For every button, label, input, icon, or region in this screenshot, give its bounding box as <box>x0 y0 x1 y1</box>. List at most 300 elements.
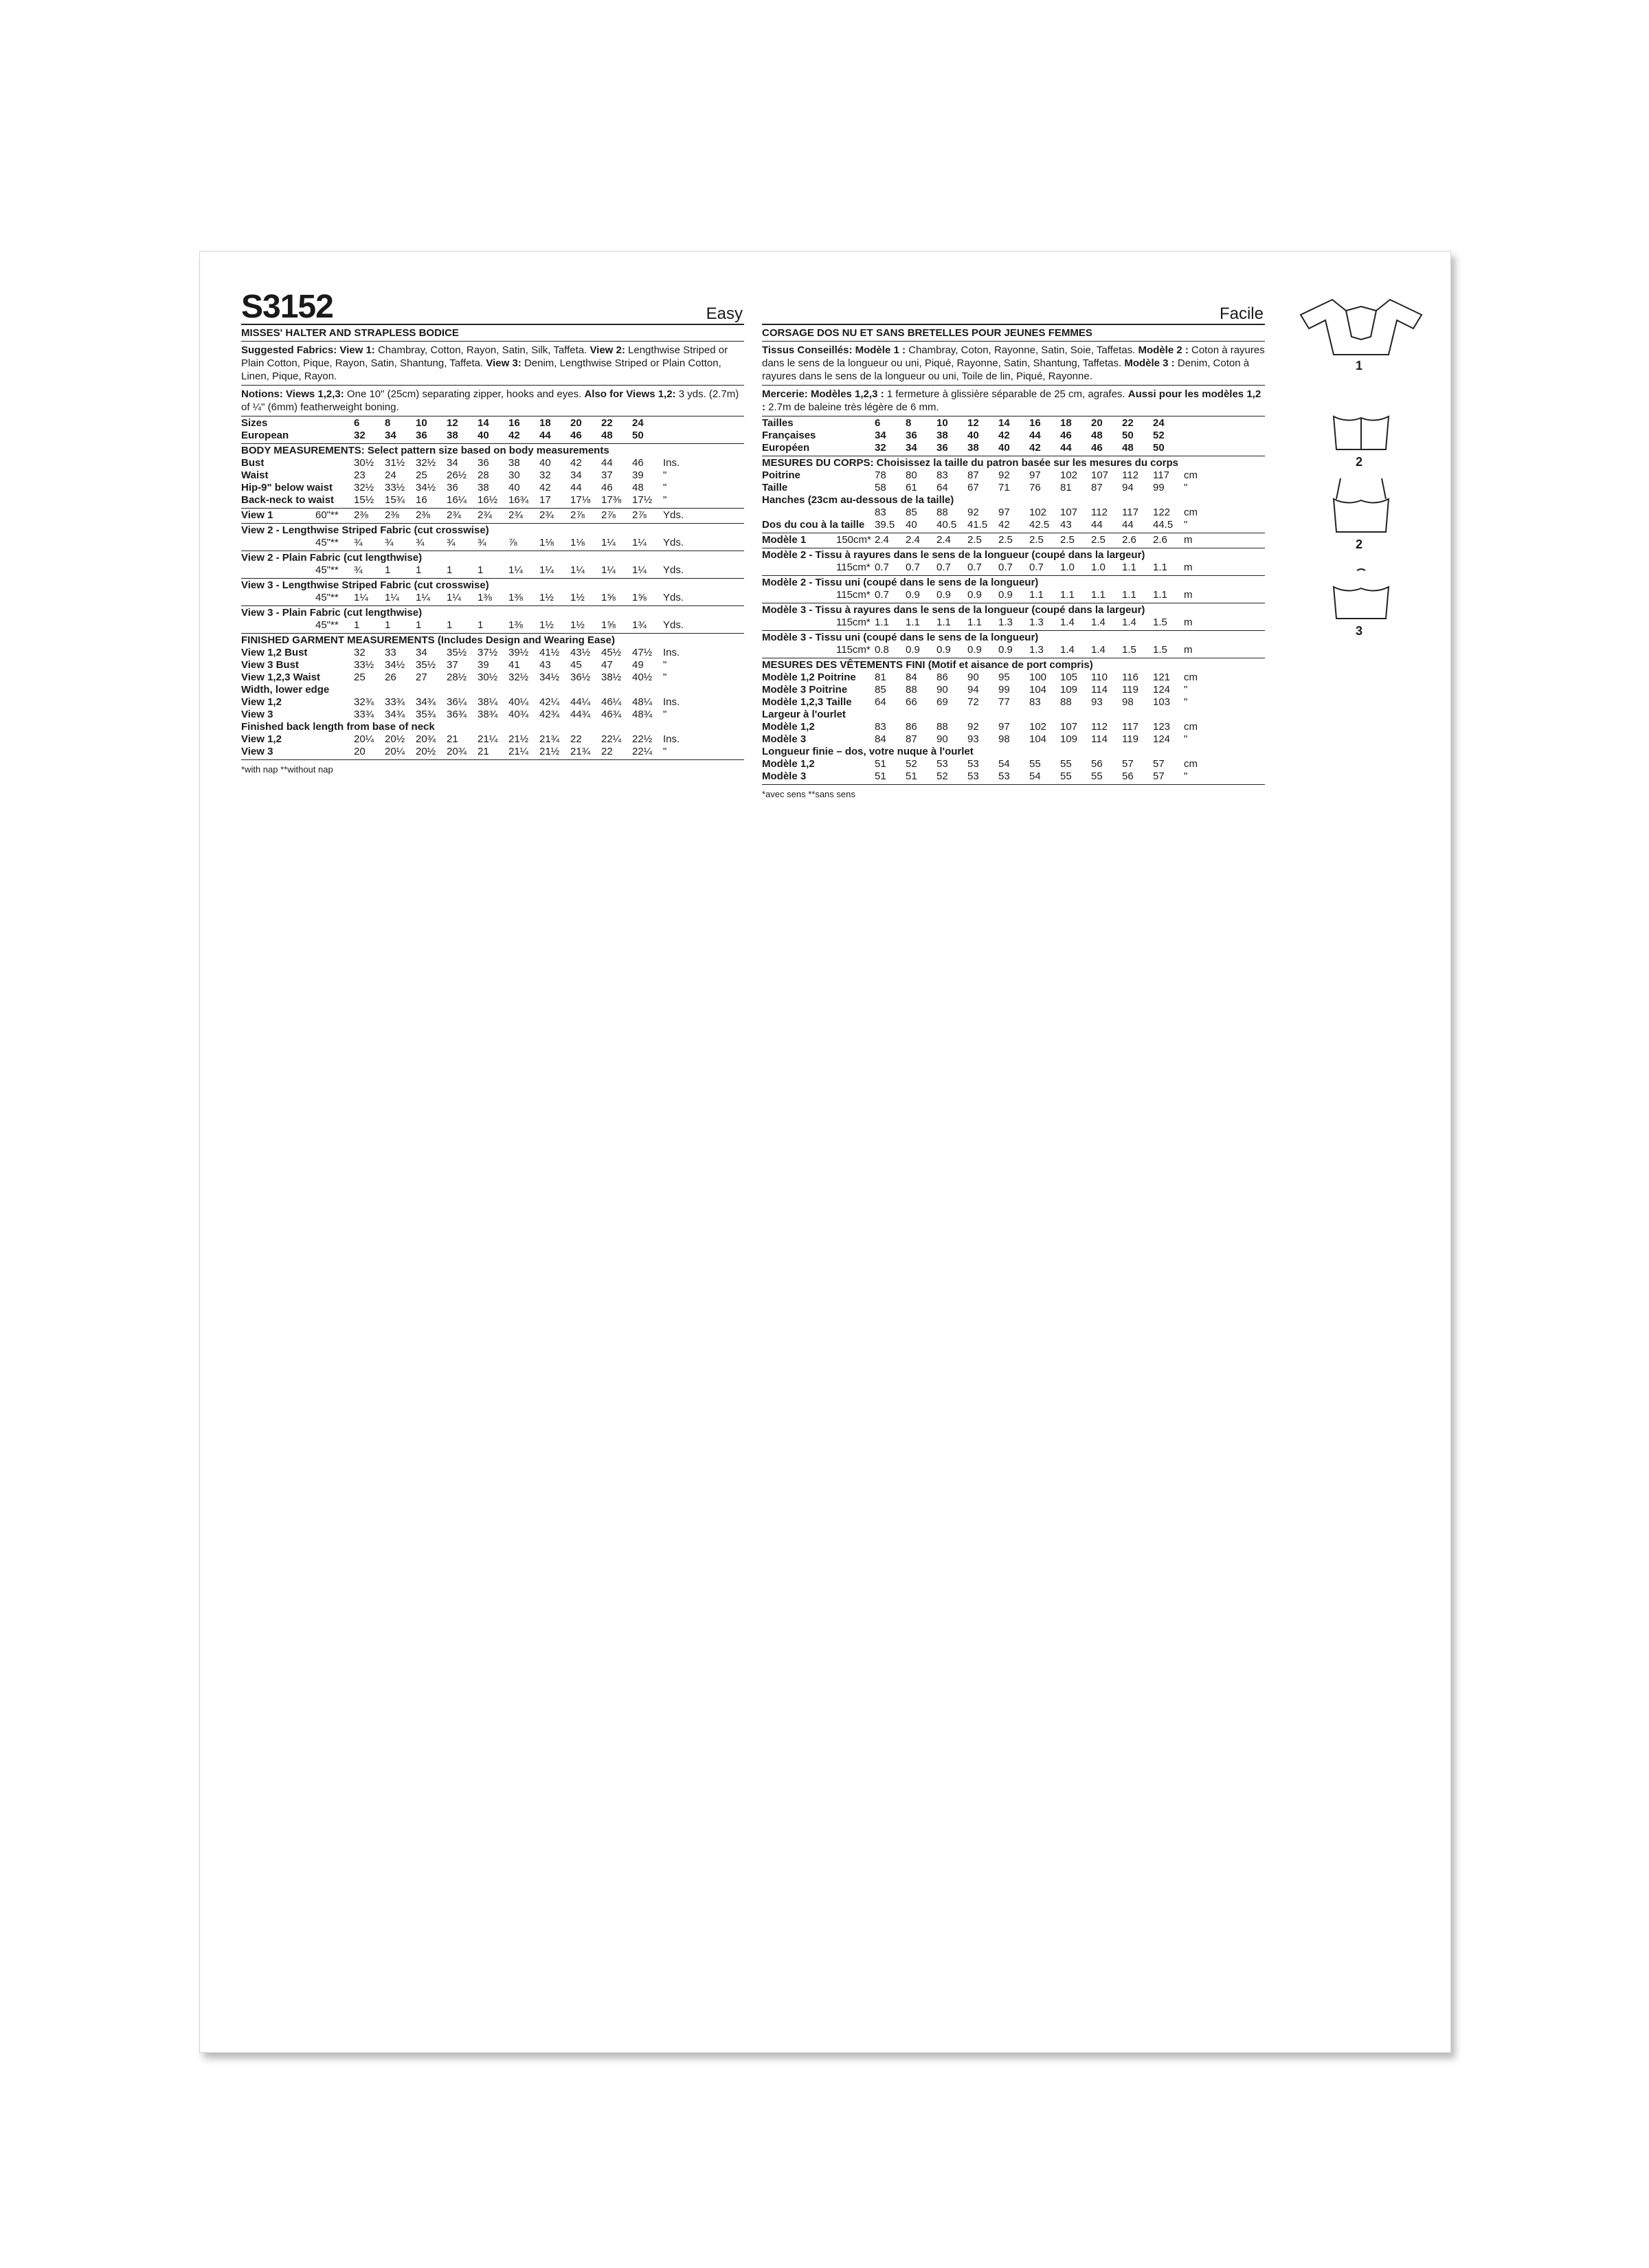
row-fabric-width <box>836 671 875 684</box>
table-row <box>762 442 1265 454</box>
table-cell: 40¾ <box>508 709 529 720</box>
table-cell: 16¾ <box>508 494 529 506</box>
row-fabric-width <box>836 733 875 746</box>
table-cell: 35½ <box>416 659 436 671</box>
table-row <box>762 684 1265 696</box>
row-label: Hip-9" below waist <box>241 482 333 493</box>
table-cell: 33½ <box>354 659 374 671</box>
table-cell: 2¾ <box>508 509 523 521</box>
table-cell: 93 <box>1091 696 1103 708</box>
row-label <box>762 589 836 601</box>
row-label: Modèle 3 <box>762 733 807 745</box>
row-fabric-width <box>315 746 354 758</box>
table-cell: 39.5 <box>875 519 895 531</box>
table-cell: 33 <box>385 647 396 658</box>
table-cell: ¾ <box>478 537 486 548</box>
table-row <box>241 721 744 733</box>
table-cell: 117 <box>1153 469 1169 481</box>
table-cell: 1.1 <box>906 616 920 628</box>
row-unit <box>1184 417 1217 430</box>
table-cell: 123 <box>1153 721 1171 733</box>
row-unit: Ins. <box>663 696 680 708</box>
table-cell: 48¾ <box>632 709 653 720</box>
table-cell: 46 <box>570 430 582 441</box>
table-cell: 36 <box>906 430 917 441</box>
table-cell: 42 <box>1029 442 1041 454</box>
row-label <box>241 592 315 604</box>
pattern-title: MISSES' HALTER AND STRAPLESS BODICE <box>241 325 744 342</box>
table-row <box>762 519 1265 531</box>
table-cell: 28½ <box>447 671 467 683</box>
row-fabric-width <box>315 733 354 746</box>
table-cell: ¾ <box>354 564 363 576</box>
table-cell: 50 <box>1122 430 1134 441</box>
table-cell: 44 <box>1060 442 1072 454</box>
table-cell: 81 <box>875 671 886 683</box>
table-cell: 1¾ <box>632 619 647 631</box>
table-cell: 2⅞ <box>632 509 647 521</box>
table-cell: 22¼ <box>601 733 622 745</box>
table-row <box>762 507 1265 519</box>
row-label: Modèle 1,2 <box>762 721 815 733</box>
row-unit: " <box>1184 519 1188 531</box>
footnote-fr: *avec sens **sans sens <box>762 789 855 799</box>
table-cell: 52 <box>1153 430 1165 441</box>
table-cell: 34½ <box>385 659 405 671</box>
table-cell: 1.5 <box>1122 644 1136 656</box>
row-label: Françaises <box>762 430 816 441</box>
table-cell: 46¾ <box>601 709 622 720</box>
table-cell: 84 <box>906 671 917 683</box>
table-cell: 1.3 <box>1029 644 1044 656</box>
table-cell: 88 <box>936 721 948 733</box>
table-cell: 16 <box>508 417 520 429</box>
table-row <box>241 482 744 494</box>
table-cell: 2¾ <box>478 509 492 521</box>
finished-measurements-title-fr: MESURES DES VÊTEMENTS FINI (Motif et aisance de port compris) <box>762 659 1093 671</box>
table-cell: 39 <box>632 469 644 481</box>
table-cell: 21 <box>478 746 489 757</box>
table-row <box>241 509 744 522</box>
table-cell: 37 <box>447 659 458 671</box>
yardage-block <box>762 603 1265 631</box>
footnote: *with nap **without nap <box>241 764 333 775</box>
table-cell: 34 <box>416 647 427 658</box>
paragraph-text: Denim, Coton à rayures dans le sens de la longueur ou uni, Toile de lin, Piqué, Rayonne. <box>762 357 1250 382</box>
table-cell: 53 <box>936 758 948 770</box>
row-label: Back-neck to waist <box>241 494 335 506</box>
row-unit <box>663 430 696 442</box>
table-cell: 25 <box>354 671 366 683</box>
table-cell: ¾ <box>447 537 456 548</box>
paragraph-text: Chambray, Coton, Rayonne, Satin, Soie, Taffetas. <box>905 344 1138 356</box>
table-cell: 90 <box>936 733 948 745</box>
table-cell: 2⅞ <box>570 509 585 521</box>
row-label: Modèle 1,2 Poitrine <box>762 671 856 683</box>
table-cell: 83 <box>875 507 886 518</box>
table-cell: 51 <box>875 758 886 770</box>
row-fabric-width <box>315 659 354 671</box>
table-cell: 71 <box>998 482 1010 493</box>
row-unit: " <box>1184 684 1188 696</box>
table-cell: 21¾ <box>539 733 560 745</box>
table-cell: 2⅜ <box>416 509 430 521</box>
table-cell: 124 <box>1153 684 1171 696</box>
yardage-rows <box>762 644 1265 656</box>
table-cell: ¾ <box>416 537 425 548</box>
table-cell: 27 <box>416 671 427 683</box>
table-cell: 85 <box>906 507 917 518</box>
table-cell: 1.1 <box>1029 589 1044 601</box>
table-cell: 31½ <box>385 457 405 469</box>
row-unit: Yds. <box>663 592 684 603</box>
row-fabric-width <box>836 519 875 531</box>
table-cell: 46 <box>601 482 613 493</box>
table-row <box>762 616 1265 629</box>
row-unit: " <box>663 482 667 493</box>
paragraph-text: Chambray, Cotton, Rayon, Satin, Silk, Taffeta. <box>374 344 590 356</box>
row-fabric-width: 45"** <box>315 592 339 603</box>
table-cell: 1.0 <box>1060 562 1075 573</box>
table-cell: 0.9 <box>967 644 982 656</box>
table-cell: 0.9 <box>936 644 951 656</box>
table-cell: 119 <box>1122 684 1138 696</box>
row-unit: " <box>663 709 667 720</box>
table-cell: 0.9 <box>906 589 920 601</box>
difficulty-level-fr: Facile <box>1219 304 1264 323</box>
table-cell: 30½ <box>478 671 498 683</box>
row-label: Dos du cou à la taille <box>762 519 865 531</box>
table-cell: 54 <box>998 758 1010 770</box>
table-cell: 38 <box>447 430 458 441</box>
table-cell: 20 <box>570 417 582 429</box>
table-row <box>241 619 744 632</box>
table-cell: 23 <box>354 469 366 481</box>
table-cell: 10 <box>416 417 427 429</box>
table-cell: 1 <box>478 619 484 631</box>
yardage-block-title: View 2 - Plain Fabric (cut lengthwise) <box>241 552 423 564</box>
table-cell: 117 <box>1122 721 1138 733</box>
table-cell: 26½ <box>447 469 467 481</box>
table-cell: 1 <box>385 619 391 631</box>
row-fabric-width <box>836 469 875 482</box>
yardage-block-title: Modèle 3 - Tissu à rayures dans le sens de la longueur (coupé dans la largeur) <box>762 604 1145 616</box>
row-label: View 3 Bust <box>241 659 299 671</box>
table-cell: 124 <box>1153 733 1171 745</box>
table-cell: 21¼ <box>478 733 498 745</box>
notions <box>241 386 744 416</box>
table-cell: 1 <box>416 564 422 576</box>
table-cell: 42.5 <box>1029 519 1050 531</box>
table-cell: 21 <box>447 733 458 745</box>
body-measurements-title-fr: MESURES DU CORPS: Choisissez la taille du patron basée sur les mesures du corps <box>762 457 1179 469</box>
table-cell: 33½ <box>385 482 405 493</box>
row-fabric-width: 45"** <box>315 619 339 631</box>
table-cell: 1 <box>354 619 360 631</box>
yardage-block-title: View 3 - Lengthwise Striped Fabric (cut crosswise) <box>241 579 489 591</box>
row-unit: cm <box>1184 507 1198 518</box>
strapless-bodice-short-icon <box>1334 569 1389 619</box>
table-cell: 83 <box>1029 696 1041 708</box>
row-unit: m <box>1184 616 1193 628</box>
table-cell: 42 <box>539 482 551 493</box>
table-cell: 40¼ <box>508 696 529 708</box>
row-label: Waist <box>241 469 269 481</box>
row-fabric-width <box>315 671 354 684</box>
table-cell: 39 <box>478 659 489 671</box>
table-cell: 0.9 <box>998 644 1013 656</box>
table-cell: 45½ <box>601 647 622 658</box>
row-unit: m <box>1184 534 1193 546</box>
table-cell: 1.0 <box>1091 562 1106 573</box>
table-row <box>762 417 1265 430</box>
table-cell: 32 <box>354 430 366 441</box>
table-cell: 99 <box>998 684 1010 696</box>
table-cell: 1½ <box>570 619 585 631</box>
row-label: Modèle 1,2,3 Taille <box>762 696 852 708</box>
table-row <box>762 430 1265 442</box>
table-cell: 0.7 <box>936 562 951 573</box>
row-label: Modèle 1 <box>762 534 807 546</box>
row-fabric-width <box>315 482 354 494</box>
table-cell: 1.3 <box>1029 616 1044 628</box>
table-cell: 20¾ <box>447 746 467 757</box>
table-cell: 18 <box>1060 417 1072 429</box>
row-unit <box>1184 442 1217 454</box>
row-label: Longueur finie – dos, votre nuque à l'ourlet <box>762 746 974 757</box>
table-cell: 107 <box>1060 507 1078 518</box>
body-measurements-fr <box>762 469 1265 531</box>
row-fabric-width <box>315 494 354 507</box>
table-cell: 40 <box>906 519 917 531</box>
table-cell: 1¼ <box>570 564 585 576</box>
row-label: Tailles <box>762 417 794 429</box>
row-fabric-width <box>836 417 875 430</box>
table-cell: 116 <box>1122 671 1138 683</box>
table-cell: 15¾ <box>385 494 405 506</box>
table-cell: 50 <box>632 430 644 441</box>
table-cell: 1¼ <box>601 537 616 548</box>
table-cell: 0.7 <box>998 562 1013 573</box>
table-cell: 44¾ <box>570 709 591 720</box>
yardage-block-title: Modèle 2 - Tissu uni (coupé dans le sens de la longueur) <box>762 577 1039 588</box>
table-cell: 1¼ <box>354 592 368 603</box>
table-cell: 2.4 <box>875 534 889 546</box>
table-cell: 21¼ <box>508 746 529 757</box>
size-chart-fr <box>762 416 1265 456</box>
table-cell: 34 <box>875 430 886 441</box>
table-cell: 47½ <box>632 647 653 658</box>
halter-bodice-icon <box>1301 300 1422 355</box>
table-cell: 1½ <box>539 619 554 631</box>
row-fabric-width <box>315 469 354 482</box>
row-label <box>762 616 836 629</box>
row-unit: " <box>663 469 667 481</box>
yardage-block <box>241 509 744 524</box>
yardage-block <box>241 524 744 551</box>
yardage-block-title: View 2 - Lengthwise Striped Fabric (cut crosswise) <box>241 524 489 536</box>
table-cell: 112 <box>1122 469 1138 481</box>
row-unit: Ins. <box>663 733 680 745</box>
table-cell: 14 <box>478 417 489 429</box>
table-row <box>241 457 744 469</box>
table-cell: 92 <box>967 721 979 733</box>
table-cell: 20 <box>1091 417 1103 429</box>
row-fabric-width <box>315 430 354 442</box>
table-cell: 109 <box>1060 733 1078 745</box>
table-cell: 1.4 <box>1122 616 1136 628</box>
table-cell: 1⅝ <box>632 592 647 603</box>
table-cell: 1.4 <box>1091 644 1106 656</box>
table-cell: 20¼ <box>385 746 405 757</box>
table-cell: 1 <box>385 564 391 576</box>
table-cell: 32 <box>875 442 886 454</box>
table-cell: 112 <box>1091 507 1108 518</box>
table-cell: ¾ <box>385 537 394 548</box>
table-cell: 34¾ <box>385 709 405 720</box>
table-cell: 1.1 <box>967 616 982 628</box>
bold-lead: View 3: <box>486 357 521 369</box>
row-unit: " <box>663 659 667 671</box>
table-cell: 6 <box>875 417 881 429</box>
table-cell: 38 <box>936 430 948 441</box>
table-cell: 0.7 <box>875 589 889 601</box>
table-cell: 6 <box>354 417 360 429</box>
table-cell: 114 <box>1091 733 1108 745</box>
table-cell: 44 <box>1122 519 1134 531</box>
table-cell: 1⅜ <box>508 592 523 603</box>
table-cell: 53 <box>967 770 979 782</box>
table-cell: 17½ <box>632 494 653 506</box>
table-cell: 94 <box>1122 482 1134 493</box>
row-label: View 1,2 <box>241 733 282 745</box>
row-unit: Ins. <box>663 457 680 469</box>
table-cell: 67 <box>967 482 979 493</box>
table-cell: 36½ <box>570 671 591 683</box>
table-cell: 1⅝ <box>601 619 616 631</box>
table-cell: 17⅛ <box>570 494 591 506</box>
yardage-rows <box>241 592 744 604</box>
table-cell: 25 <box>416 469 427 481</box>
table-cell: 2.5 <box>1029 534 1044 546</box>
row-fabric-width: 60"** <box>315 509 339 521</box>
table-cell: 76 <box>1029 482 1041 493</box>
table-cell: 1.1 <box>936 616 951 628</box>
table-row <box>241 537 744 549</box>
paragraph-text: Denim, Lengthwise Striped or Plain Cotton, Linen, Pique, Rayon. <box>241 357 721 382</box>
table-cell: 10 <box>936 417 948 429</box>
table-cell: 48 <box>1122 442 1134 454</box>
table-cell: 0.7 <box>967 562 982 573</box>
row-unit: Yds. <box>663 509 684 521</box>
bold-lead: Tissus Conseillés: Modèle 1 : <box>762 344 906 356</box>
table-row <box>762 721 1265 733</box>
table-cell: 88 <box>936 507 948 518</box>
suggested-fabrics <box>241 342 744 386</box>
row-unit: cm <box>1184 721 1198 733</box>
table-cell: 46 <box>1060 430 1072 441</box>
pattern-sheet <box>199 251 1451 2053</box>
bold-lead: Modèle 3 : <box>1124 357 1175 369</box>
table-cell: 121 <box>1153 671 1171 683</box>
table-row <box>241 430 744 442</box>
table-cell: 36¼ <box>447 696 467 708</box>
table-row <box>241 592 744 604</box>
row-unit: cm <box>1184 469 1198 481</box>
table-cell: 1¼ <box>632 564 647 576</box>
table-cell: 1.1 <box>1091 589 1106 601</box>
row-label: View 1,2 <box>241 696 282 708</box>
table-cell: 43 <box>1060 519 1072 531</box>
table-cell: 14 <box>998 417 1010 429</box>
row-fabric-width: 115cm* <box>836 616 871 628</box>
table-cell: 78 <box>875 469 886 481</box>
table-cell: 22 <box>1122 417 1134 429</box>
table-cell: 44¼ <box>570 696 591 708</box>
paragraph-text: Coton à rayures dans le sens de la longueur ou uni, Piqué, Rayonne, Satin, Shantung, Taffetas. <box>762 344 1265 369</box>
row-unit: m <box>1184 644 1193 656</box>
yardage-block <box>762 576 1265 603</box>
table-cell: 48 <box>632 482 644 493</box>
table-cell: 122 <box>1153 507 1171 518</box>
row-fabric-width <box>836 696 875 709</box>
table-cell: 38 <box>967 442 979 454</box>
table-cell: 53 <box>998 770 1010 782</box>
table-cell: 32 <box>354 647 366 658</box>
table-cell: 72 <box>967 696 979 708</box>
row-unit: " <box>663 746 667 757</box>
row-label: Finished back length from base of neck <box>241 721 435 733</box>
table-row <box>762 534 1265 546</box>
row-fabric-width <box>315 457 354 469</box>
table-cell: 83 <box>936 469 948 481</box>
yardage-block <box>241 579 744 606</box>
table-cell: 56 <box>1091 758 1103 770</box>
table-cell: 1.4 <box>1060 644 1075 656</box>
table-cell: 0.9 <box>906 644 920 656</box>
table-cell: 28 <box>478 469 489 481</box>
row-label <box>241 564 315 577</box>
table-cell: 80 <box>906 469 917 481</box>
row-unit: cm <box>1184 671 1198 683</box>
table-cell: 104 <box>1029 684 1047 696</box>
row-label <box>762 644 836 656</box>
table-cell: 0.7 <box>875 562 889 573</box>
french-column <box>762 289 1265 801</box>
table-row <box>762 696 1265 709</box>
finished-measurements-fr <box>762 671 1265 783</box>
table-cell: 1.1 <box>1122 589 1136 601</box>
table-cell: 41.5 <box>967 519 988 531</box>
table-cell: 0.9 <box>936 589 951 601</box>
body-measurements-title: BODY MEASUREMENTS: Select pattern size based on body measurements <box>241 445 609 456</box>
table-cell: 56 <box>1122 770 1134 782</box>
row-fabric-width <box>836 721 875 733</box>
table-cell: 52 <box>906 758 917 770</box>
table-cell: 1¼ <box>508 564 523 576</box>
yardage-rows <box>762 534 1265 546</box>
paragraph-text: 2.7m de baleine très légère de 6 mm. <box>765 401 939 413</box>
table-cell: 42 <box>508 430 520 441</box>
row-label <box>241 619 315 632</box>
table-cell: 36 <box>478 457 489 469</box>
table-cell: 39½ <box>508 647 529 658</box>
table-row <box>762 562 1265 574</box>
table-cell: 21½ <box>508 733 529 745</box>
table-cell: 48 <box>1091 430 1103 441</box>
yardage-rows <box>241 619 744 632</box>
table-cell: 81 <box>1060 482 1072 493</box>
